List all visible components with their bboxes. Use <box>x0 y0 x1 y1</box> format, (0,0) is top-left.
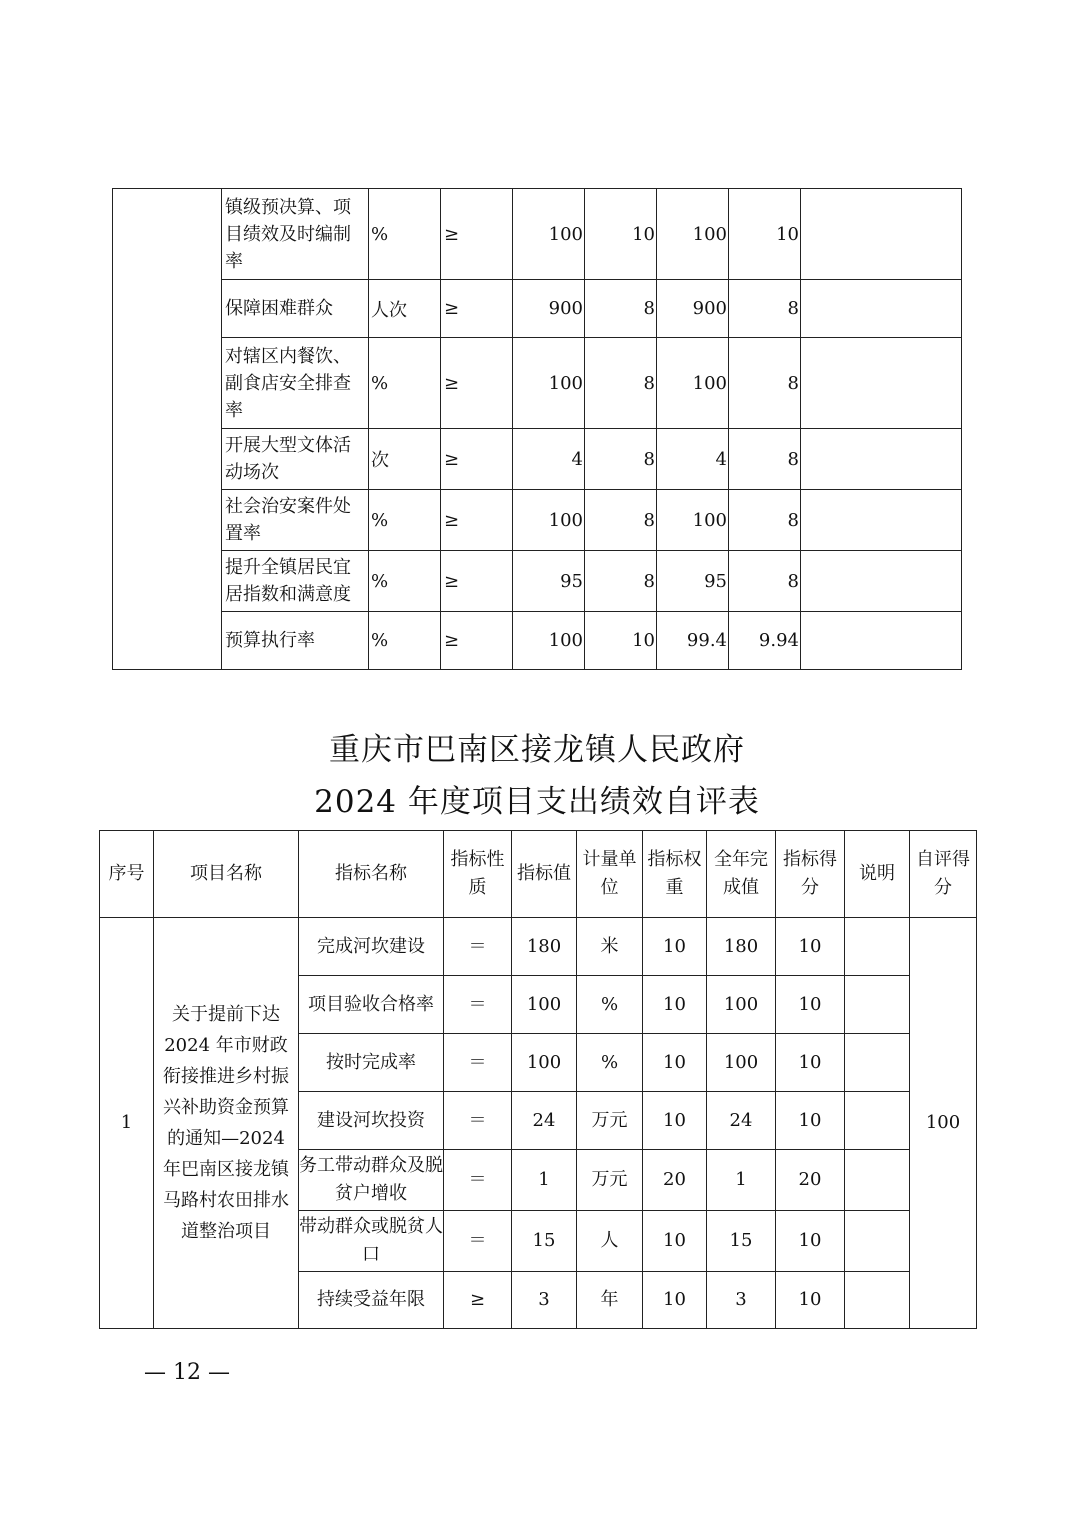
indicator-unit: % <box>577 976 643 1034</box>
indicator-value: 100 <box>513 612 585 670</box>
indicator-weight: 10 <box>643 1211 707 1272</box>
indicator-score: 8 <box>729 551 801 612</box>
indicator-value: 95 <box>513 551 585 612</box>
indicator-completed: 99.4 <box>657 612 729 670</box>
indicator-note <box>801 280 962 338</box>
header-self-score: 自评得分 <box>910 831 977 918</box>
indicator-name: 按时完成率 <box>299 1034 444 1092</box>
indicator-note <box>845 918 910 976</box>
indicator-note <box>845 976 910 1034</box>
indicator-value: 100 <box>513 189 585 280</box>
indicator-unit: 米 <box>577 918 643 976</box>
indicator-note <box>845 1272 910 1329</box>
header-unit: 计量单位 <box>577 831 643 918</box>
indicator-name: 保障困难群众 <box>222 280 369 338</box>
indicator-name: 持续受益年限 <box>299 1272 444 1329</box>
header-indicator: 指标名称 <box>299 831 444 918</box>
table-row <box>100 918 977 976</box>
indicator-name: 带动群众或脱贫人口 <box>299 1211 444 1272</box>
indicator-note <box>801 490 962 551</box>
document-title: 重庆市巴南区接龙镇人民政府 <box>329 732 745 768</box>
indicator-score: 8 <box>729 280 801 338</box>
indicator-nature: ＝ <box>444 1092 512 1150</box>
indicator-weight: 10 <box>643 1034 707 1092</box>
table-row <box>113 189 962 280</box>
indicator-name: 完成河坎建设 <box>299 918 444 976</box>
document-subtitle: 2024 年度项目支出绩效自评表 <box>314 784 760 820</box>
indicator-value: 24 <box>512 1092 577 1150</box>
indicator-value: 100 <box>512 976 577 1034</box>
indicator-name: 社会治安案件处置率 <box>222 490 369 551</box>
indicator-nature: ≥ <box>441 280 513 338</box>
indicator-unit: 次 <box>369 429 441 490</box>
self-evaluation-table <box>99 830 977 1329</box>
header-note: 说明 <box>845 831 910 918</box>
indicator-name: 开展大型文体活动场次 <box>222 429 369 490</box>
indicator-score: 10 <box>776 1211 845 1272</box>
indicator-weight: 8 <box>585 280 657 338</box>
indicator-unit: 人次 <box>369 280 441 338</box>
indicator-note <box>801 551 962 612</box>
table-row <box>113 551 962 612</box>
indicator-name: 建设河坎投资 <box>299 1092 444 1150</box>
indicator-score: 10 <box>776 918 845 976</box>
indicator-weight: 10 <box>585 189 657 280</box>
indicator-score: 9.94 <box>729 612 801 670</box>
indicator-unit: 人 <box>577 1211 643 1272</box>
self-score: 100 <box>910 918 977 1329</box>
indicator-value: 180 <box>512 918 577 976</box>
indicator-weight: 8 <box>585 490 657 551</box>
indicator-note <box>801 429 962 490</box>
indicator-completed: 900 <box>657 280 729 338</box>
indicator-nature: ≥ <box>441 189 513 280</box>
indicator-weight: 20 <box>643 1150 707 1211</box>
header-row <box>100 831 977 918</box>
row-seq: 1 <box>100 918 154 1329</box>
indicator-nature: ＝ <box>444 1150 512 1211</box>
indicator-note <box>801 338 962 429</box>
indicator-nature: ≥ <box>444 1272 512 1329</box>
indicator-unit: 万元 <box>577 1092 643 1150</box>
indicator-score: 10 <box>729 189 801 280</box>
indicator-score: 10 <box>776 1272 845 1329</box>
indicator-note <box>801 612 962 670</box>
indicator-unit: % <box>369 490 441 551</box>
header-weight: 指标权重 <box>643 831 707 918</box>
indicator-weight: 10 <box>585 612 657 670</box>
indicator-completed: 15 <box>707 1211 776 1272</box>
indicator-name: 提升全镇居民宜居指数和满意度 <box>222 551 369 612</box>
indicator-weight: 10 <box>643 1092 707 1150</box>
indicator-nature: ≥ <box>441 612 513 670</box>
indicator-nature: ≥ <box>441 490 513 551</box>
indicator-name: 对辖区内餐饮、副食店安全排查率 <box>222 338 369 429</box>
indicator-score: 8 <box>729 338 801 429</box>
header-project: 项目名称 <box>154 831 299 918</box>
table-row <box>113 429 962 490</box>
indicator-weight: 8 <box>585 338 657 429</box>
indicator-score: 8 <box>729 490 801 551</box>
indicator-unit: % <box>369 338 441 429</box>
indicator-completed: 3 <box>707 1272 776 1329</box>
project-name: 关于提前下达2024 年市财政衔接推进乡村振兴补助资金预算的通知—2024 年巴南区接龙镇马路村农田排水道整治项目 <box>154 918 299 1329</box>
indicator-unit: % <box>577 1034 643 1092</box>
header-score: 指标得分 <box>776 831 845 918</box>
indicator-weight: 8 <box>585 551 657 612</box>
indicator-score: 10 <box>776 1034 845 1092</box>
indicator-score: 10 <box>776 1092 845 1150</box>
indicator-note <box>845 1150 910 1211</box>
merged-blank-cell <box>113 189 222 670</box>
indicator-completed: 180 <box>707 918 776 976</box>
indicator-value: 4 <box>513 429 585 490</box>
indicator-completed: 100 <box>657 490 729 551</box>
indicator-value: 900 <box>513 280 585 338</box>
table-row <box>113 280 962 338</box>
header-seq: 序号 <box>100 831 154 918</box>
continued-indicator-table <box>112 188 962 670</box>
indicator-completed: 100 <box>657 189 729 280</box>
indicator-nature: ＝ <box>444 976 512 1034</box>
table-row <box>113 338 962 429</box>
indicator-value: 15 <box>512 1211 577 1272</box>
indicator-weight: 10 <box>643 1272 707 1329</box>
indicator-nature: ＝ <box>444 1211 512 1272</box>
indicator-weight: 10 <box>643 918 707 976</box>
indicator-score: 8 <box>729 429 801 490</box>
indicator-value: 1 <box>512 1150 577 1211</box>
indicator-nature: ≥ <box>441 338 513 429</box>
indicator-weight: 10 <box>643 976 707 1034</box>
table-row <box>113 612 962 670</box>
indicator-completed: 100 <box>707 1034 776 1092</box>
indicator-name: 务工带动群众及脱贫户增收 <box>299 1150 444 1211</box>
indicator-completed: 100 <box>657 338 729 429</box>
indicator-value: 100 <box>512 1034 577 1092</box>
indicator-completed: 4 <box>657 429 729 490</box>
indicator-score: 20 <box>776 1150 845 1211</box>
indicator-completed: 95 <box>657 551 729 612</box>
indicator-unit: % <box>369 551 441 612</box>
indicator-unit: 万元 <box>577 1150 643 1211</box>
indicator-name: 预算执行率 <box>222 612 369 670</box>
indicator-nature: ＝ <box>444 918 512 976</box>
header-nature: 指标性质 <box>444 831 512 918</box>
indicator-completed: 24 <box>707 1092 776 1150</box>
indicator-nature: ≥ <box>441 551 513 612</box>
page-number: — 12 — <box>144 1360 230 1385</box>
indicator-note <box>845 1211 910 1272</box>
indicator-nature: ＝ <box>444 1034 512 1092</box>
header-completed: 全年完成值 <box>707 831 776 918</box>
indicator-completed: 100 <box>707 976 776 1034</box>
indicator-unit: 年 <box>577 1272 643 1329</box>
indicator-value: 100 <box>513 338 585 429</box>
indicator-unit: % <box>369 612 441 670</box>
indicator-nature: ≥ <box>441 429 513 490</box>
header-value: 指标值 <box>512 831 577 918</box>
indicator-value: 100 <box>513 490 585 551</box>
indicator-completed: 1 <box>707 1150 776 1211</box>
indicator-weight: 8 <box>585 429 657 490</box>
table-row <box>113 490 962 551</box>
indicator-score: 10 <box>776 976 845 1034</box>
indicator-note <box>845 1034 910 1092</box>
indicator-unit: % <box>369 189 441 280</box>
indicator-name: 镇级预决算、项目绩效及时编制率 <box>222 189 369 280</box>
indicator-note <box>801 189 962 280</box>
indicator-value: 3 <box>512 1272 577 1329</box>
indicator-note <box>845 1092 910 1150</box>
indicator-name: 项目验收合格率 <box>299 976 444 1034</box>
